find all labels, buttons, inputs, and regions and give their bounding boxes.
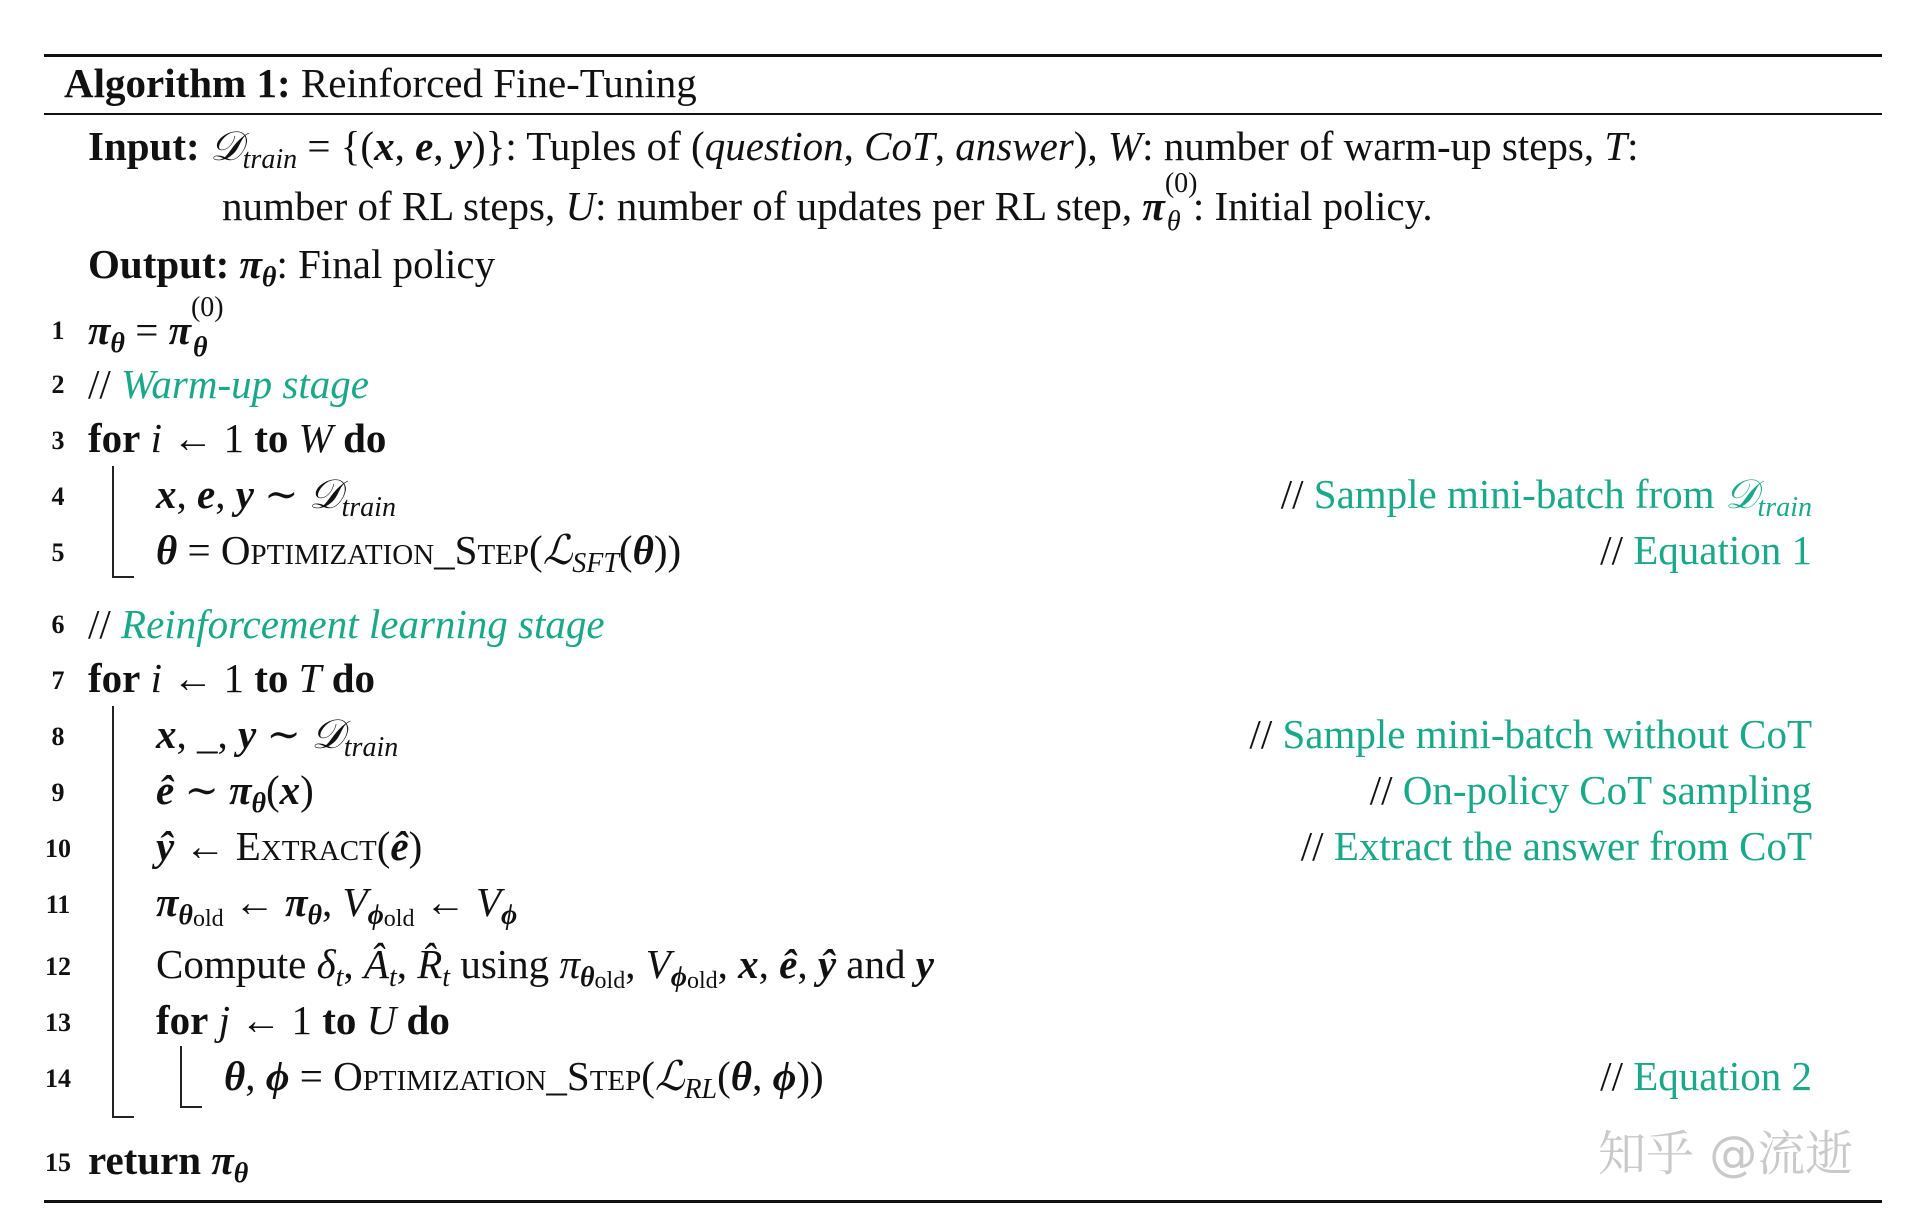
input-question: question [704, 123, 844, 169]
math-d-train: 𝒟 [209, 122, 243, 170]
algorithm-header [64, 60, 697, 106]
input-keyword: Input: [88, 123, 200, 169]
output-keyword: Output: [88, 241, 230, 287]
kw-for-3: for [156, 997, 209, 1043]
input-line2-text: number of RL steps, [222, 183, 566, 229]
input-w-desc: : number of warm-up steps, [1142, 123, 1605, 169]
line-number-8: 8 [51, 722, 65, 751]
line-number-13: 13 [45, 1008, 71, 1037]
output-line: Output: $\pi_\theta$: Final policy [88, 241, 496, 293]
bottom-rule [44, 1200, 1882, 1203]
kw-for-2: for [88, 655, 141, 701]
algo-line-10: ŷ ← Extract(ê) [156, 823, 423, 869]
comment-equation-2: Equation 2 [1633, 1053, 1812, 1099]
algo-line-14: θ, ϕ = Optimization_Step(ℒ$_{RL}$(θ, ϕ)) [224, 1052, 824, 1105]
line-number-1: 1 [51, 316, 65, 345]
algo-line-7: for i ← 1 to T do [88, 655, 376, 701]
input-text-2: ), [1073, 123, 1108, 169]
algo-line-15: return $\pi_\theta$ [88, 1137, 249, 1189]
watermark: 知乎 @流逝 [1598, 1126, 1854, 1182]
line-number-4: 4 [51, 482, 65, 511]
algorithm-label: Algorithm 1: [64, 60, 291, 106]
algo-line-13: for j ← 1 to U do [156, 997, 450, 1043]
kw-to-2: to [254, 655, 289, 701]
kw-and: and [846, 941, 906, 987]
line-number-11: 11 [45, 890, 71, 919]
input-t-desc: : [1627, 123, 1639, 169]
algo-line-11: $\pi_{\theta old}$ ← $\pi_\theta$, $V_{\phi old}$ ← $V_\phi$ [156, 879, 518, 932]
kw-compute: Compute [156, 941, 307, 987]
line-number-9: 9 [51, 778, 65, 807]
loop-bar-rl [112, 706, 114, 1118]
line-number-6: 6 [51, 610, 65, 639]
comment-line-10: // Extract the answer from CoT [1300, 823, 1812, 869]
comment-line-4: // Sample mini-batch from 𝒟$_{train}$ [1280, 470, 1812, 523]
kw-to: to [254, 415, 289, 461]
line-number-2: 2 [51, 370, 65, 399]
fn-optimization-step-2: Optimization_Step [333, 1053, 642, 1099]
comment-line-5: // Equation 1 [1600, 527, 1812, 573]
line-number-15: 15 [45, 1148, 71, 1177]
kw-do-3: do [406, 997, 450, 1043]
input-text-1: : Tuples of ( [505, 123, 705, 169]
comment-sample-batch: Sample mini-batch from [1313, 471, 1715, 517]
comment-extract-answer: Extract the answer from CoT [1333, 823, 1812, 869]
input-u-desc: : number of updates per RL step, [595, 183, 1143, 229]
input-answer: answer [955, 123, 1074, 169]
kw-to-3: to [322, 997, 357, 1043]
comment-rl-stage: Reinforcement learning stage [121, 601, 605, 647]
line-number-7: 7 [51, 666, 65, 695]
fn-optimization-step: Optimization_Step [220, 527, 530, 573]
input-cot: CoT [864, 123, 935, 169]
line-number-5: 5 [51, 538, 65, 567]
kw-return: return [88, 1137, 202, 1183]
header-rule [44, 113, 1882, 115]
loop-bar-inner [180, 1046, 182, 1108]
line-number-10: 10 [45, 834, 71, 863]
output-desc: : Final policy [276, 241, 496, 287]
kw-do-2: do [331, 655, 376, 701]
comment-line-8: // Sample mini-batch without CoT [1249, 711, 1812, 757]
kw-for: for [88, 415, 141, 461]
fn-extract: Extract [235, 823, 377, 869]
algo-line-6: // Reinforcement learning stage [88, 601, 605, 647]
algo-line-1: $\pi_\theta = \pi$ (0) θ [88, 292, 224, 363]
algo-line-5: θ = Optimization_Step(ℒ$_{SFT}$(θ)) [156, 526, 682, 579]
loop-foot-inner [180, 1106, 202, 1108]
algo-line-3: for i ← 1 to W do [88, 415, 387, 461]
algo-line-12: Compute $\delta_t$, $Â_t$, $R̂_t$ using $\pi_{\theta old}$, $V_{\phi old}$, x, ê, ŷ and y [156, 941, 934, 994]
top-rule [44, 54, 1882, 57]
comment-equation-1: Equation 1 [1633, 527, 1812, 573]
input-line-1: Input: 𝒟$_{train}$ = {(x, e, y)}: Tuples of (question, CoT, answer), W: number of warm-up steps, T: [88, 122, 1639, 175]
algo-line-9: ê ∼ $\pi_\theta(x)$ [156, 767, 314, 819]
comment-warmup: Warm-up stage [121, 361, 369, 407]
algorithm-title: Reinforced Fine-Tuning [300, 60, 697, 106]
kw-do: do [343, 415, 387, 461]
loop-foot-rl [112, 1116, 134, 1118]
line-number-3: 3 [51, 426, 65, 455]
algo-line-2: // Warm-up stage [88, 361, 369, 407]
loop-foot-warmup [112, 576, 134, 578]
algo-line-4: x, e, y ∼ 𝒟$_{train}$ [156, 470, 396, 523]
line-number-12: 12 [45, 952, 71, 981]
line-number-14: 14 [45, 1064, 71, 1093]
comment-on-policy: On-policy CoT sampling [1402, 767, 1812, 813]
comment-sample-without-cot: Sample mini-batch without CoT [1282, 711, 1812, 757]
comment-line-9: // On-policy CoT sampling [1369, 767, 1812, 813]
input-pi-desc: : Initial policy. [1192, 183, 1433, 229]
input-line-2: number of RL steps, U: number of updates per RL step, π (0) θ : Initial policy. [222, 168, 1433, 237]
algo-line-8: x, _, y ∼ 𝒟$_{train}$ [156, 710, 399, 763]
kw-using: using [460, 941, 550, 987]
loop-bar-warmup [112, 466, 114, 578]
comment-line-14: // Equation 2 [1600, 1053, 1812, 1099]
